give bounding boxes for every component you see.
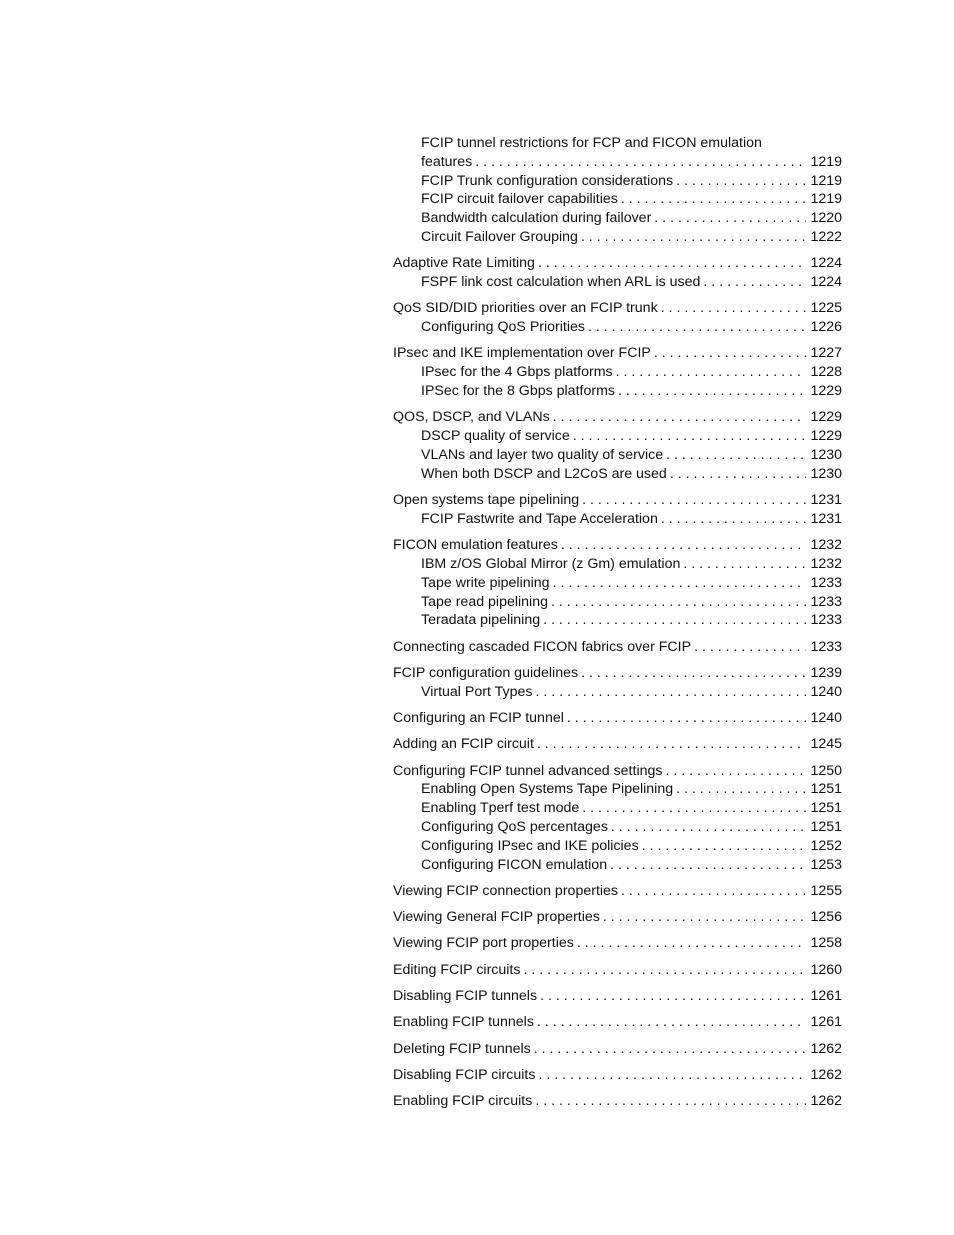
toc-entry-title: FCIP Fastwrite and Tape Acceleration: [421, 510, 658, 527]
dot-leader: [607, 856, 806, 875]
toc-section-entry[interactable]: [393, 491, 842, 510]
toc-section-entry[interactable]: [393, 762, 842, 781]
toc-subsection-entry[interactable]: [393, 446, 842, 465]
toc-page-number: 1230: [810, 465, 842, 482]
dot-leader: [532, 683, 806, 702]
toc-subsection-entry[interactable]: [393, 172, 842, 191]
toc-page-number: 1261: [810, 1014, 842, 1031]
toc-page-number: 1224: [810, 274, 842, 291]
toc-entry-title: Tape read pipelining: [421, 593, 548, 610]
dot-leader: [618, 882, 806, 901]
table-of-contents: [393, 134, 842, 1119]
dot-leader: [534, 735, 806, 754]
dot-leader: [662, 762, 806, 781]
toc-entry-title: FSPF link cost calculation when ARL is used: [421, 274, 701, 291]
toc-section-entry[interactable]: [393, 1040, 842, 1059]
toc-page-number: 1233: [810, 574, 842, 591]
toc-section-entry[interactable]: [393, 709, 842, 728]
toc-entry-title-line[interactable]: FCIP tunnel restrictions for FCP and FICON emulation: [421, 135, 762, 151]
toc-section-entry[interactable]: [393, 536, 842, 555]
toc-group: [393, 987, 842, 1006]
toc-entry-title: When both DSCP and L2CoS are used: [421, 465, 667, 482]
toc-entry-title: Viewing FCIP port properties: [393, 935, 574, 952]
toc-subsection-entry[interactable]: [393, 555, 842, 574]
toc-group: [393, 638, 842, 657]
dot-leader: [585, 318, 806, 337]
toc-page-number: 1232: [810, 537, 842, 554]
toc-entry-title: QoS SID/DID priorities over an FCIP trunk: [393, 300, 658, 317]
toc-entry-title: IPsec for the 4 Gbps platforms: [421, 364, 613, 381]
toc-page-number: 1239: [810, 664, 842, 681]
toc-subsection-entry[interactable]: [393, 799, 842, 818]
toc-group: [393, 1066, 842, 1085]
toc-section-entry[interactable]: [393, 987, 842, 1006]
toc-entry-title: Configuring QoS percentages: [421, 819, 608, 835]
toc-entry-title: Enabling Open Systems Tape Pipelining: [421, 781, 674, 798]
toc-page-number: 1231: [810, 492, 842, 509]
dot-leader: [658, 510, 806, 529]
toc-group: [393, 762, 842, 875]
toc-page-number: 1260: [810, 961, 842, 978]
toc-page-number: 1252: [810, 837, 842, 854]
dot-leader: [600, 908, 806, 927]
toc-entry-title: Configuring an FCIP tunnel: [393, 710, 564, 727]
toc-group: [393, 536, 842, 630]
toc-entry-title: Disabling FCIP circuits: [393, 1066, 536, 1083]
toc-subsection-entry[interactable]: [393, 818, 842, 837]
toc-page-number: 1226: [810, 319, 842, 336]
toc-group: [393, 1013, 842, 1032]
toc-entry-title: Tape write pipelining: [421, 574, 550, 591]
toc-entry-title: Viewing FCIP connection properties: [393, 882, 619, 899]
toc-group: [393, 408, 842, 483]
dot-leader: [550, 408, 806, 427]
toc-subsection-entry[interactable]: [393, 190, 842, 209]
toc-entry-title: features: [421, 153, 473, 170]
dot-leader: [564, 709, 806, 728]
dot-leader: [535, 254, 806, 273]
toc-page-number: 1222: [810, 228, 842, 245]
toc-entry-title: Configuring QoS Priorities: [421, 319, 586, 336]
toc-page-number: 1261: [810, 988, 842, 1005]
toc-subsection-entry[interactable]: [393, 363, 842, 382]
dot-leader: [537, 987, 806, 1006]
toc-page-number: 1262: [810, 1066, 842, 1083]
toc-group: [393, 299, 842, 337]
toc-page-number: 1251: [810, 800, 842, 817]
toc-entry-title: Configuring FCIP tunnel advanced settings: [393, 762, 663, 779]
dot-leader: [639, 837, 806, 856]
toc-section-entry[interactable]: [393, 961, 842, 980]
toc-page-number: 1220: [810, 210, 842, 227]
toc-entry-title: IPsec and IKE implementation over FCIP: [393, 345, 651, 362]
toc-page-number: 1240: [810, 710, 842, 727]
toc-entry-title: Adaptive Rate Limiting: [393, 255, 535, 272]
toc-entry-title: IBM z/OS Global Mirror (z Gm) emulation: [421, 555, 681, 572]
dot-leader: [550, 574, 806, 593]
toc-entry-title: Enabling FCIP tunnels: [393, 1014, 534, 1031]
toc-entry-title: Deleting FCIP tunnels: [393, 1040, 531, 1057]
toc-group: [393, 491, 842, 529]
toc-page-number: 1219: [810, 191, 842, 208]
toc-subsection-entry[interactable]: [393, 510, 842, 529]
toc-section-entry[interactable]: [393, 254, 842, 273]
toc-page-number: 1230: [810, 446, 842, 463]
toc-section-entry[interactable]: [393, 735, 842, 754]
dot-leader: [531, 1040, 806, 1059]
toc-page-number: 1262: [810, 1040, 842, 1057]
toc-subsection-entry[interactable]: [393, 382, 842, 401]
dot-leader: [472, 153, 806, 172]
toc-page-number: 1232: [810, 555, 842, 572]
toc-section-entry[interactable]: [393, 664, 842, 683]
toc-page-number: 1228: [810, 364, 842, 381]
toc-group: [393, 1040, 842, 1059]
toc-entry-title: VLANs and layer two quality of service: [421, 446, 664, 463]
dot-leader: [663, 446, 806, 465]
toc-page-number: 1256: [810, 909, 842, 926]
toc-subsection-entry[interactable]: [393, 611, 842, 630]
toc-page-number: 1229: [810, 383, 842, 400]
toc-group: [393, 961, 842, 980]
toc-group: [393, 882, 842, 901]
toc-entry-title: Bandwidth calculation during failover: [421, 210, 652, 227]
toc-entry-title: Disabling FCIP tunnels: [393, 988, 538, 1005]
toc-section-entry[interactable]: [393, 344, 842, 363]
toc-page-number: 1229: [810, 428, 842, 445]
toc-subsection-entry[interactable]: [393, 574, 842, 593]
dot-leader: [608, 818, 806, 837]
toc-entry-title: Adding an FCIP circuit: [393, 736, 534, 753]
toc-page-number: 1219: [810, 153, 842, 170]
toc-page-number: 1240: [810, 683, 842, 700]
toc-group: [393, 664, 842, 702]
dot-leader: [532, 1092, 806, 1111]
dot-leader: [570, 427, 806, 446]
dot-leader: [700, 273, 806, 292]
dot-leader: [651, 344, 806, 363]
dot-leader: [535, 1066, 806, 1085]
toc-subsection-entry[interactable]: [393, 683, 842, 702]
toc-entry-title: Configuring FICON emulation: [421, 856, 608, 873]
dot-leader: [548, 593, 806, 612]
toc-subsection-entry[interactable]: [393, 837, 842, 856]
dot-leader: [520, 961, 806, 980]
toc-entry-title: Virtual Port Types: [421, 683, 533, 700]
toc-subsection-entry[interactable]: [393, 228, 842, 247]
toc-page-number: 1231: [810, 510, 842, 527]
dot-leader: [579, 491, 806, 510]
toc-group: [393, 134, 842, 247]
toc-page-number: 1258: [810, 935, 842, 952]
dot-leader: [651, 209, 806, 228]
toc-subsection-entry[interactable]: [393, 427, 842, 446]
toc-page-number: 1233: [810, 593, 842, 610]
dot-leader: [615, 382, 806, 401]
toc-entry-title: Enabling FCIP circuits: [393, 1093, 533, 1110]
toc-page-number: 1219: [810, 172, 842, 189]
toc-page-number: 1255: [810, 882, 842, 899]
toc-subsection-entry[interactable]: [393, 209, 842, 228]
dot-leader: [691, 638, 806, 657]
toc-entry-title: Circuit Failover Grouping: [421, 228, 578, 245]
toc-entry-title: Open systems tape pipelining: [393, 492, 580, 509]
toc-page-number: 1233: [810, 612, 842, 629]
toc-entry-title: Editing FCIP circuits: [393, 961, 521, 978]
dot-leader: [673, 172, 806, 191]
toc-section-entry[interactable]: [393, 908, 842, 927]
toc-page-number: 1251: [810, 819, 842, 835]
toc-entry-title: FICON emulation features: [393, 537, 558, 554]
toc-group: [393, 934, 842, 953]
toc-section-entry[interactable]: [393, 1013, 842, 1032]
toc-page-number: 1229: [810, 409, 842, 426]
toc-subsection-entry[interactable]: [393, 465, 842, 484]
toc-entry-title: FCIP configuration guidelines: [393, 664, 579, 681]
toc-entry-title: Enabling Tperf test mode: [421, 800, 580, 817]
toc-section-entry[interactable]: [393, 299, 842, 318]
dot-leader: [667, 465, 806, 484]
dot-leader: [613, 363, 806, 382]
dot-leader: [578, 228, 806, 247]
dot-leader: [574, 934, 806, 953]
toc-entry-title: Configuring IPsec and IKE policies: [421, 837, 639, 854]
toc-section-entry[interactable]: [393, 1066, 842, 1085]
toc-page-number: 1224: [810, 255, 842, 272]
toc-entry-title: DSCP quality of service: [421, 428, 570, 445]
toc-page-number: 1262: [810, 1093, 842, 1110]
toc-group: [393, 735, 842, 754]
dot-leader: [658, 299, 806, 318]
dot-leader: [618, 190, 806, 209]
toc-group: [393, 1092, 842, 1111]
toc-page-number: 1253: [810, 856, 842, 873]
dot-leader: [579, 799, 806, 818]
toc-subsection-entry[interactable]: [393, 593, 842, 612]
dot-leader: [673, 780, 806, 799]
toc-group: [393, 709, 842, 728]
toc-page-number: 1227: [810, 345, 842, 362]
toc-subsection-entry[interactable]: [393, 273, 842, 292]
toc-section-entry[interactable]: [393, 882, 842, 901]
toc-page-number: 1225: [810, 300, 842, 317]
dot-leader: [540, 611, 806, 630]
toc-page-number: 1245: [810, 736, 842, 753]
toc-group: [393, 908, 842, 927]
toc-section-entry[interactable]: [393, 408, 842, 427]
toc-entry-title: QOS, DSCP, and VLANs: [393, 409, 550, 426]
toc-page-number: 1251: [810, 781, 842, 798]
toc-group: [393, 254, 842, 292]
toc-section-entry[interactable]: [393, 934, 842, 953]
toc-section-entry[interactable]: [393, 1092, 842, 1111]
toc-entry-title: IPSec for the 8 Gbps platforms: [421, 383, 615, 400]
toc-group: [393, 344, 842, 400]
dot-leader: [680, 555, 806, 574]
dot-leader: [534, 1013, 806, 1032]
toc-page-number: 1250: [810, 762, 842, 779]
dot-leader: [578, 664, 806, 683]
toc-entry-title: Connecting cascaded FICON fabrics over FCIP: [393, 638, 692, 655]
toc-subsection-entry[interactable]: [393, 318, 842, 337]
toc-subsection-entry[interactable]: [393, 856, 842, 875]
toc-entry-title: FCIP Trunk configuration considerations: [421, 172, 674, 189]
toc-page-number: 1233: [810, 638, 842, 655]
toc-entry-title: Teradata pipelining: [421, 612, 541, 629]
toc-subsection-entry[interactable]: [393, 153, 842, 172]
toc-subsection-entry[interactable]: [393, 780, 842, 799]
toc-entry-title: FCIP circuit failover capabilities: [421, 191, 618, 208]
dot-leader: [558, 536, 806, 555]
toc-entry-title: Viewing General FCIP properties: [393, 909, 600, 926]
toc-section-entry[interactable]: [393, 638, 842, 657]
